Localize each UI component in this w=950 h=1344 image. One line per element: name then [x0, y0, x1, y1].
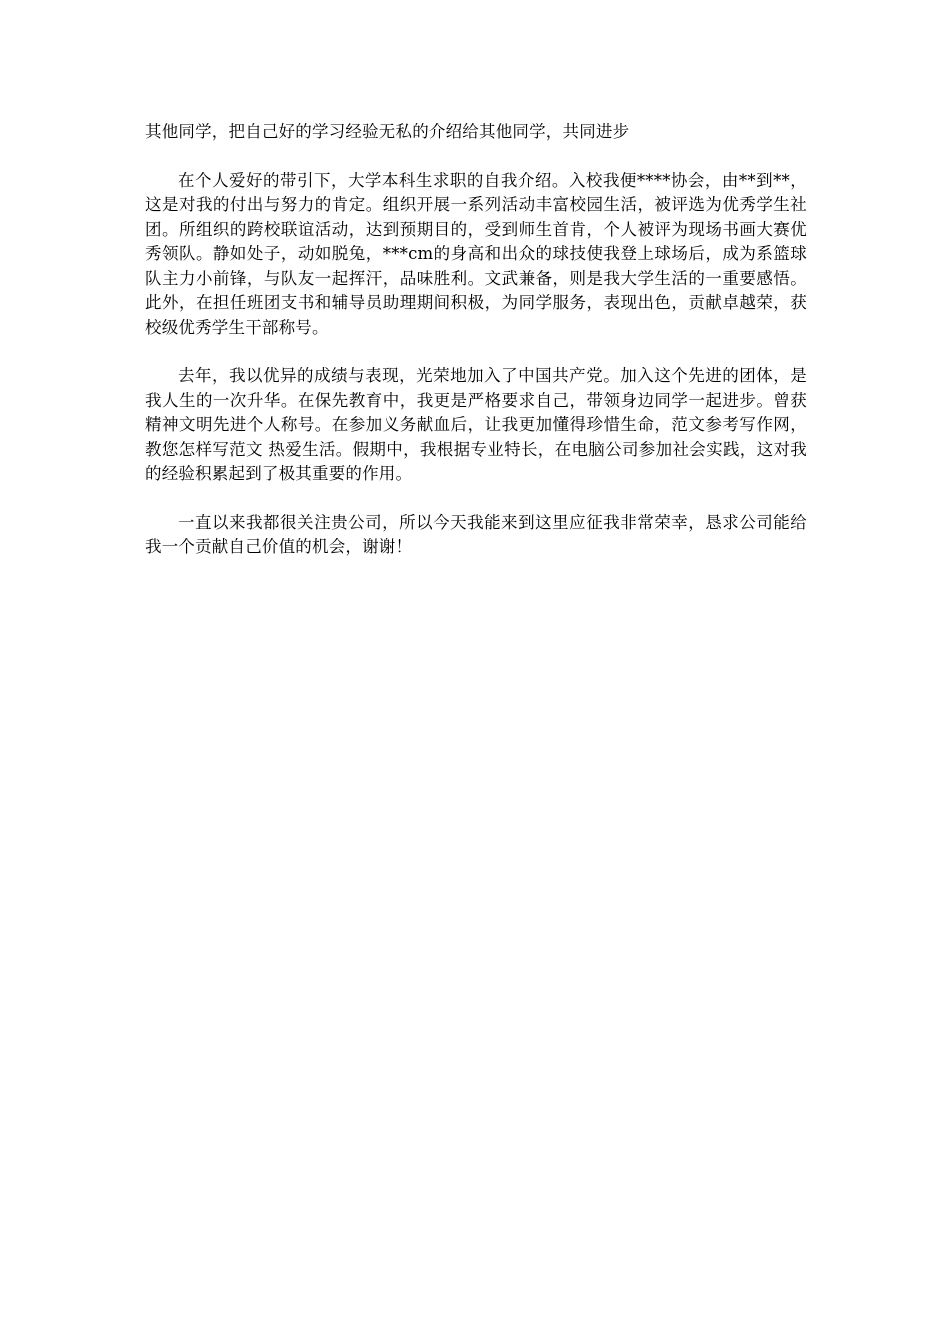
paragraph-spacer [145, 340, 807, 364]
document-page [145, 120, 807, 560]
paragraph-closing: 一直以来我都很关注贵公司，所以今天我能来到这里应征我非常荣幸，恳求公司能给我一个贡献自己价值的机会，谢谢！ [145, 512, 807, 556]
paragraph-spacer [145, 487, 807, 511]
paragraph-hobbies: 在个人爱好的带引下，大学本科生求职的自我介绍。入校我便****协会，由**到**，这是对我的付出与努力的肯定。组织开展一系列活动丰富校园生活，被评选为优秀学生社团。所组织的跨校联谊活动，达到预期目的，受到师生首肯，个人被评为现场书画大赛优秀领队。静如处子，动如脱兔，***cm的身高和出众的球技使我登上球场后，成为系篮球队主力小前锋，与队友一起挥汗，品味胜利。文武兼备，则是我大学生活的一重要感悟。此外，在担任班团支书和辅导员助理期间积极，为同学服务，表现出色，贡献卓越荣，获校级优秀学生干部称号。 [145, 170, 807, 337]
paragraph-continuation: 其他同学，把自己好的学习经验无私的介绍给其他同学，共同进步 [145, 122, 630, 141]
paragraph-spacer [145, 145, 807, 169]
paragraph-party: 去年，我以优异的成绩与表现，光荣地加入了中国共产党。加入这个先进的团体，是我人生的一次升华。在保先教育中，我更是严格要求自己，带领身边同学一起进步。曾获精神文明先进个人称号。在参加义务献血后，让我更加懂得珍惜生命，范文参考写作网，教您怎样写范文 热爱生活。假期中，我根据专业特长，在电脑公司参加社会实践，这对我的经验积累起到了极其重要的作用。 [145, 366, 807, 483]
